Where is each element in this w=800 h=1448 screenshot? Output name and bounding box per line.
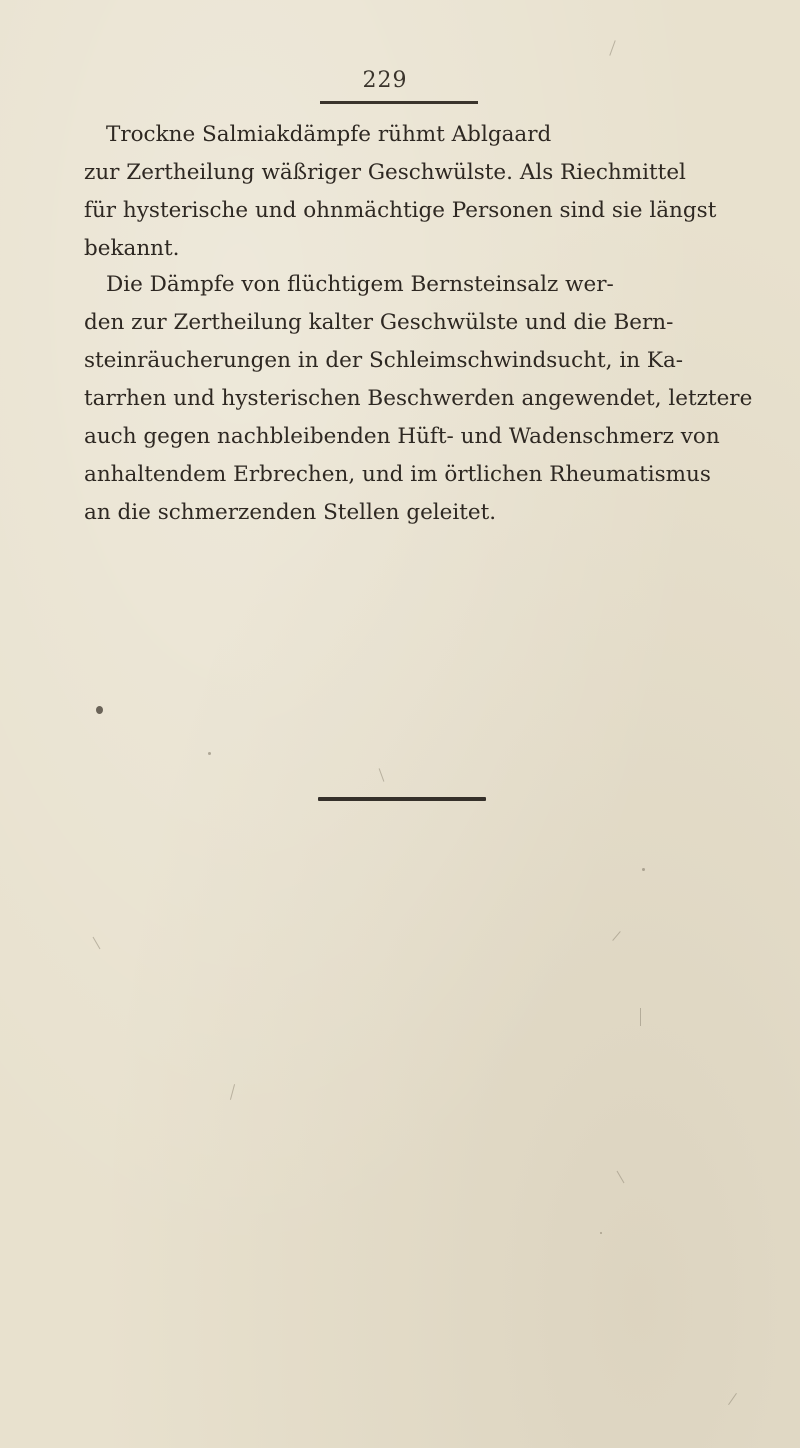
text-line: den zur Zertheilung kalter Geschwülste und die Bern- [84, 310, 674, 335]
header-rule [320, 101, 478, 104]
paper-speck [208, 752, 211, 755]
paper-mark [617, 1171, 625, 1184]
text-line: auch gegen nachbleibenden Hüft- und Wadenschmerz von [84, 424, 720, 449]
paper-speck [96, 706, 103, 714]
paper-mark [230, 1084, 235, 1100]
paragraph-bernsteinsalz [84, 266, 753, 532]
paper-mark [612, 931, 620, 941]
section-end-rule [318, 797, 486, 801]
text-line: Trockne Salmiakdämpfe rühmt Ablgaard [106, 122, 552, 147]
paper-mark [609, 40, 615, 55]
text-line: steinräucherungen in der Schleimschwindsucht, in Ka- [84, 348, 684, 373]
paper-mark [728, 1393, 737, 1405]
text-line: zur Zertheilung wäßriger Geschwülste. Als Riechmittel [84, 160, 686, 185]
paper-mark [379, 768, 385, 781]
paragraph-salmiak [84, 116, 724, 268]
paper-mark [640, 1008, 641, 1026]
text-line: Die Dämpfe von flüchtigem Bernsteinsalz wer- [106, 272, 614, 297]
paper-speck [600, 1232, 602, 1234]
text-line: an die schmerzenden Stellen geleitet. [84, 500, 497, 525]
paper-mark [93, 937, 101, 950]
text-line: tarrhen und hysterischen Beschwerden angewendet, letztere [84, 386, 753, 411]
paper-speck [642, 868, 645, 871]
text-line: für hysterische und ohnmächtige Personen sind sie längst [84, 198, 717, 223]
page-number: 229 [362, 68, 408, 93]
text-line: bekannt. [84, 236, 180, 261]
text-line: anhaltendem Erbrechen, und im örtlichen Rheumatismus [84, 462, 711, 487]
